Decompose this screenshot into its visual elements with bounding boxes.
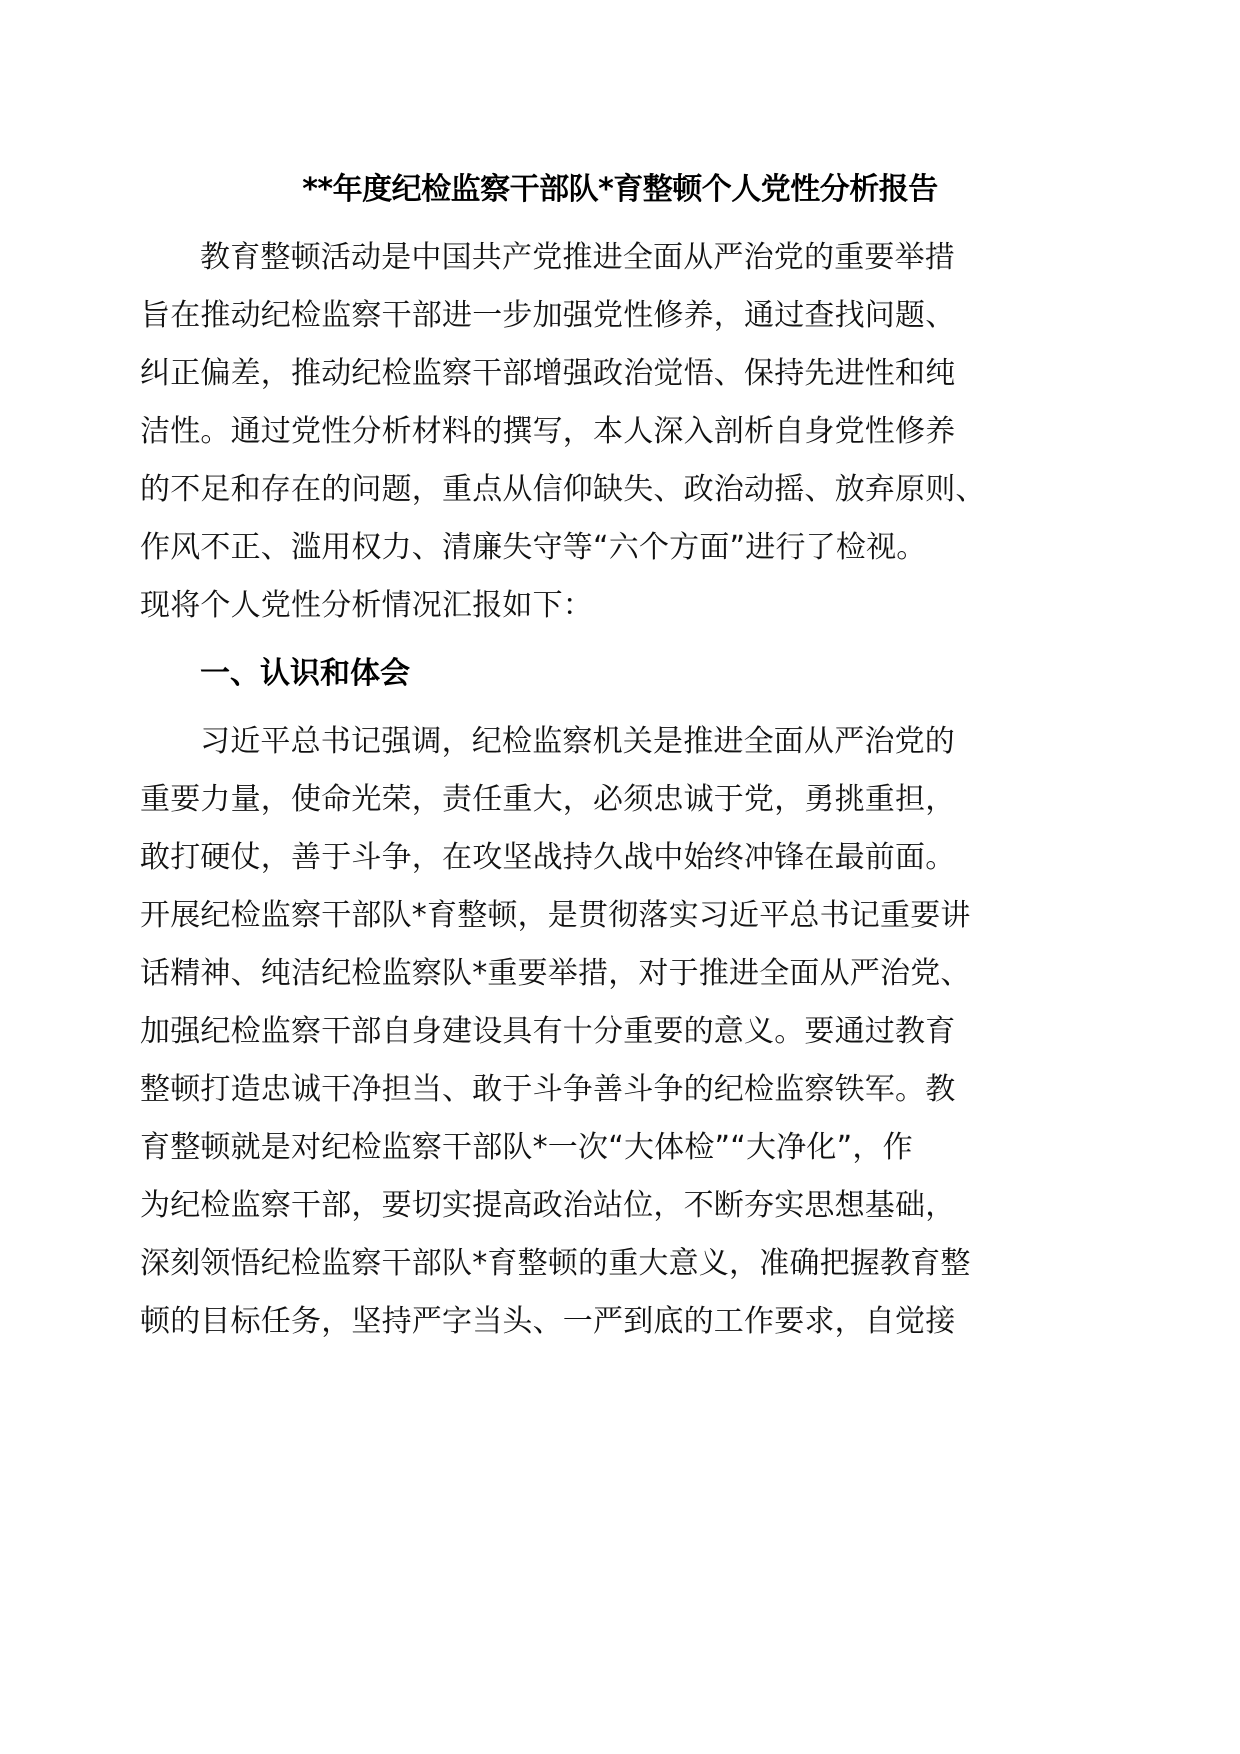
intro-paragraph-line: 的不足和存在的问题，重点从信仰缺失、政治动摇、放弃原则、: [140, 472, 986, 507]
section-paragraph-line: 加强纪检监察干部自身建设具有十分重要的意义。要通过教育: [140, 1014, 956, 1049]
intro-paragraph-line: 纠正偏差，推动纪检监察干部增强政治觉悟、保持先进性和纯: [140, 356, 956, 391]
section-paragraph-line: 顿的目标任务，坚持严字当头、一严到底的工作要求，自觉接: [140, 1304, 956, 1339]
intro-paragraph-line: 作风不正、滥用权力、清廉失守等“六个方面”进行了检视。: [140, 530, 927, 565]
section-paragraph-line: 整顿打造忠诚干净担当、敢于斗争善斗争的纪检监察铁军。教: [140, 1072, 956, 1107]
section-paragraph-line: 话精神、纯洁纪检监察队*重要举措，对于推进全面从严治党、: [140, 956, 971, 991]
intro-paragraph-line: 旨在推动纪检监察干部进一步加强党性修养，通过查找问题、: [140, 298, 956, 333]
document-title: **年度纪检监察干部队*育整顿个人党性分析报告: [302, 172, 938, 207]
section-paragraph-line: 敢打硬仗，善于斗争，在攻坚战持久战中始终冲锋在最前面。: [140, 840, 956, 875]
section-paragraph-line: 深刻领悟纪检监察干部队*育整顿的重大意义，准确把握教育整: [140, 1246, 971, 1281]
intro-paragraph-line: 现将个人党性分析情况汇报如下：: [140, 588, 593, 623]
section-paragraph-line: 开展纪检监察干部队*育整顿，是贯彻落实习近平总书记重要讲: [140, 898, 971, 933]
section-paragraph-line: 育整顿就是对纪检监察干部队*一次“大体检”“大净化”，作: [140, 1130, 913, 1165]
section-paragraph-line: 重要力量，使命光荣，责任重大，必须忠诚于党，勇挑重担，: [140, 782, 956, 817]
section-heading: 一、认识和体会: [200, 656, 410, 691]
section-paragraph-line: 为纪检监察干部，要切实提高政治站位，不断夯实思想基础，: [140, 1188, 956, 1223]
intro-paragraph-line: 教育整顿活动是中国共产党推进全面从严治党的重要举措: [200, 240, 955, 275]
intro-paragraph-line: 洁性。通过党性分析材料的撰写，本人深入剖析自身党性修养: [140, 414, 956, 449]
section-paragraph-line: 习近平总书记强调，纪检监察机关是推进全面从严治党的: [200, 724, 955, 759]
